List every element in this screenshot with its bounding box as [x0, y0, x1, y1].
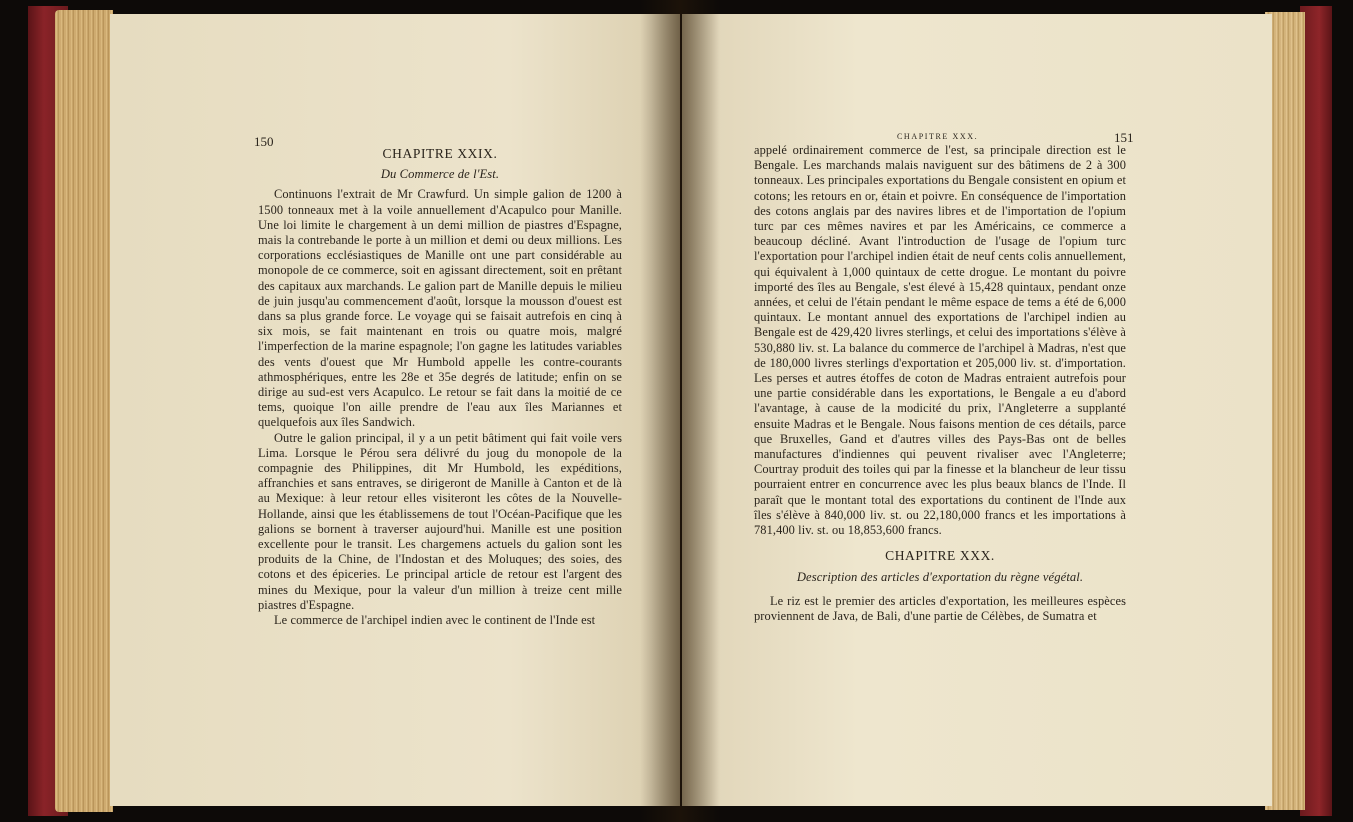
- chapter-title: CHAPITRE XXIX.: [382, 146, 498, 161]
- paragraph: Continuons l'extrait de Mr Crawfurd. Un simple galion de 1200 à 1500 tonneaux met à la voile annuellement d'Acapulco pour Manille. Une loi limite le chargement à un demi million de piastres d'Espagne, mais la contrebande le porte à un million et demi ou deux millions. Les corporations ecclésiastiques de Manille ont une part considérable au monopole de ce commerce, soit en agissant directement, soit en prêtant des capitaux aux marchands. Le galion part de Manille depuis le milieu de juin jusqu'au commencement d'août, lorsque la mousson d'ouest est dans sa plus grande force. Le voyage qui se faisait autrefois en cinq à six mois, se fait maintenant en trois ou quatre mois, malgré l'imperfection de la marine espagnole; l'on gagne les latitudes variables des vents d'ouest que Mr Humbold appelle les contre-courants athmosphériques, entre les 28e et 35e degrés de latitude; enfin on se dirige au sud-est vers Acapulco. Le retour se fait dans la moitié de ce tems, quoique l'on aille prendre de l'eau aux îles Mariannes et quelquefois aux îles Sandwich.: [258, 187, 622, 430]
- paragraph: Le commerce de l'archipel indien avec le continent de l'Inde est: [274, 613, 596, 628]
- right-page: [682, 14, 1272, 806]
- chapter-title: CHAPITRE XXX.: [885, 548, 995, 564]
- page-number: 150: [254, 134, 274, 149]
- right-page-body: [754, 143, 1126, 624]
- running-head: CHAPITRE XXX.: [897, 132, 979, 141]
- paragraph: Outre le galion principal, il y a un petit bâtiment qui fait voile vers Lima. Lorsque le Pérou sera délivré du joug du monopole de la compagnie des Philippines, dit Mr Humbold, les expéditions, affranchies et sans entraves, se dirigeront de Manille à Canton et de là au Mexique: à leur retour elles visiteront les côtes de la Nouvelle-Hollande, ainsi que les établissemens de tout l'Océan-Pacifique que les galions se bornent à traverser aujourd'hui. Manille est une position excellente pour le transit. Les chargemens actuels du galion sont les produits de la Chine, de l'Indostan et des Moluques; des soies, des cotons et des épiceries. Le principal article de retour est l'argent des mines du Mexique, pour la valeur d'un million à treize cent mille piastres d'Espagne.: [258, 430, 622, 612]
- left-page: [110, 14, 680, 806]
- page-number: 151: [1114, 130, 1134, 145]
- paragraph: Le riz est le premier des articles d'exportation, les meilleures espèces proviennent de Java, de Bali, d'une partie de Célèbes, de Sumatra et: [754, 593, 1126, 623]
- page-edges-left: [55, 10, 113, 812]
- chapter-subtitle: Du Commerce de l'Est.: [380, 167, 500, 182]
- paragraph: appelé ordinairement commerce de l'est, sa principale direction est le Bengale. Les marchands malais naviguent sur des bâtimens de 2 à 300 tonneaux. Les principales exportations du Bengale consistent en opium et cotons; les retours en or, étain et poivre. En conséquence de l'importation des cotons anglais par des navires libres et de l'importation de l'opium turc par ces mêmes navires et par les Américains, ce commerce a beaucoup décliné. Avant l'introduction de l'usage de l'opium turc l'exportation pour l'archipel indien était de neuf cents colis annuellement, qui équivalent à 1,000 quintaux de cette drogue. Le montant du poivre importé des îles au Bengale, s'est élevé à 15,428 quintaux, pendant onze années, et celui de l'étain pendant le même espace de tems a été de 6,000 quintaux. Le montant annuel des exportations de l'archipel indien au Bengale est de 429,420 livres sterlings, et celui des importations s'élève à 530,880 liv. st. La balance du commerce de l'archipel à Madras, n'est que de 180,000 livres sterlings d'exportation et 205,000 liv. st. d'importation. Les perses et autres étoffes de coton de Madras entraient autrefois pour une partie considérable dans les exportations, le Bengale a eu d'abord l'avantage, à cause de la modicité du prix, l'Angleterre a supplanté ensuite Madras et le Bengale. Nous faisons mention de ces détails, parce que Bruxelles, Gand et d'autres villes des Pays-Bas ont de belles manufactures d'indiennes qui peuvent rivaliser avec l'Angleterre; Courtray produit des toiles qui par la finesse et la blancheur de leur tissu pourraient entrer en concurrence avec les plus beaux blancs de l'Inde. Il paraît que le montant total des exportations du continent de l'Inde aux îles s'élève à 840,000 liv. st. ou 22,180,000 francs et les importations à 781,400 liv. st. ou 18,853,600 francs.: [754, 143, 1126, 538]
- chapter-subtitle: Description des articles d'exportation du règne végétal.: [796, 570, 1084, 585]
- left-page-body: [258, 146, 622, 628]
